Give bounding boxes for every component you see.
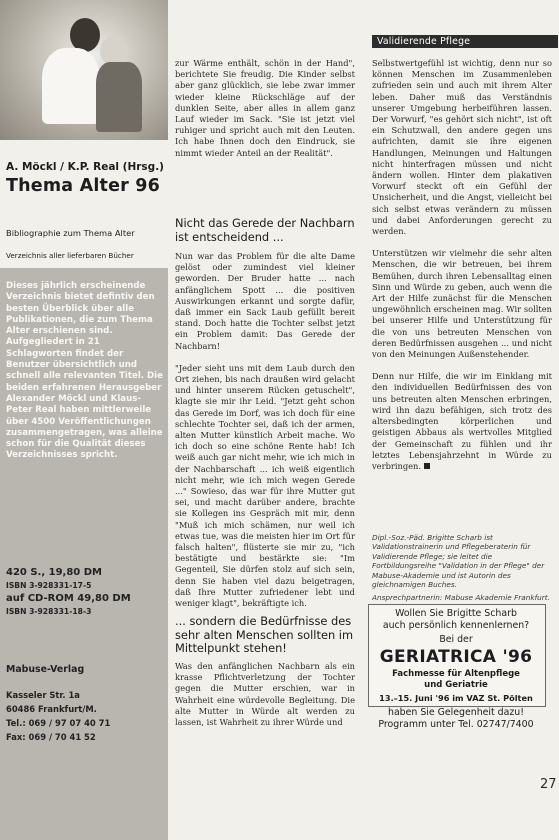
ad-cdrom-price: auf CD-ROM 49,80 DM — [6, 593, 131, 604]
event-question: Wollen Sie Brigitte Scharb — [395, 608, 517, 619]
ad-street: Kasseler Str. 1a — [6, 690, 80, 700]
paragraph: "Jeder sieht uns mit dem Laub durch den Ort ziehen, bis nach draußen wird gelacht und hinter unserem Rücken getuschelt", klagte sie mir ihr Leid. "Jetzt geht schon das Gerede im Dorf, was ich doch für eine schlechte Tochter sei, daß ich der armen, alten Mutter künstlich Arbeit mache. Wo ich doch so eine schöne Rente hab! Ich weiß auch gar nicht mehr, wie ich mich in der Nachbarschaft ... ich weiß eigentlich nicht mehr, wie ich mich wegen Gerede ..." Sowieso, das war für ihre Mutter gut sei, und macht darüber andere, brachte sie Kollegen ins Gespräch mit mir, denn "Muß ich mich schämen, nur weil ich etwas tue, was die meisten hier im Ort für falsch halten", flüsterte sie mir zu, "ich bestätigte und bestärkte sie: "Im Gegenteil, Sie dürfen stolz auf sich sein, denn Sie haben viel dazu beigetragen, daß Ihre Mutter zufriedener lebt und weniger klagt", bekräftigte ich. — [175, 362, 355, 609]
author-note — [372, 533, 552, 603]
advertisement-photo — [0, 0, 168, 140]
ad-title: Thema Alter 96 — [6, 176, 161, 196]
ad-description: Dieses jährlich erscheinende Verzeichnis bietet defintiv den besten Überblick über alle Publikationen, die zum Thema Alter erschienen sind. Aufgegliedert in 21 Schlagworten findet der Benutzer übersichtlich und schnell alle relevanten Titel. Die beiden erfahrenen Herausgeber Alexander Möckl und Klaus-Peter Real haben mittlerweile über 4500 Veröffentlichungen zusammengetragen, was alleine schon für die Qualität dieses Verzeichnisses spricht. — [6, 281, 163, 461]
paragraph — [372, 371, 552, 472]
contact-note: Ansprechpartnerin: Mabuse Akademie Frankfurt. — [372, 593, 550, 603]
paragraph: Was den anfänglichen Nachbarn als ein krasse Pflichtverletzung der Tochter gegen die Mutter erschien, war in Wahrheit eine würdevolle Begleitung. Die alte Mutter in Würde alt werden zu lassen, ist Wahrheit zu ihrer Würde und — [175, 661, 355, 728]
ad-phone: Tel.: 069 / 97 07 40 71 — [6, 718, 111, 728]
page-number: 27 — [540, 777, 557, 792]
article-section — [175, 251, 355, 609]
event-footer: haben Sie Gelegenheit dazu! — [388, 707, 524, 718]
event-question-2: auch persönlich kennenlernen? — [382, 620, 530, 631]
paragraph: zur Wärme enthält, schön in der Hand", berichtete Sie freudig. Die Kinder selbst aber ganz glücklich, sie lebe zwar immer wieder kleine Rückschläge auf der dunklen Seite, aber alles in allem ganz Lauf wieder im Sack. "Sie ist jetzt viel ruhiger und spricht auch mit den Leuten. Ich habe Ihnen doch den Eindruck, sie nimmt wieder Anteil an der Realität". — [175, 58, 355, 158]
author-bio: Dipl.-Soz.-Päd. Brigitte Scharb ist Validationstrainerin und Pflegeberaterin für Validierende Pflege; sie leitet die Fortbildungsreihe "Validation in der Pflege" der Mabuse-Akademie und ist Autorin des gleichnamigen Buches. — [372, 533, 545, 590]
closing-text: Denn nur Hilfe, die wir im Einklang mit den individuellen Bedürfnissen des von uns betreuten alten Menschen erbringen, wird ihn dazu befähigen, sich trotz des altersbedingten körperlichen und geistigen Abbaus als wertvolles Mitglied der Gemeinschaft zu fühlen und ihr letztes Lebensjahrzehnt in Würde zu verbringen. — [372, 371, 552, 471]
article-continuation — [372, 58, 552, 472]
article-section — [175, 661, 355, 728]
subheading: Nicht das Gerede der Nachbarn ist entscheidend ... — [175, 216, 355, 244]
ad-subtitle-2: Verzeichnis aller lieferbaren Bücher — [6, 251, 134, 260]
event-title: GERIATRICA '96 — [379, 647, 533, 667]
subheading: ... sondern die Bedürfnisse des sehr alten Menschen sollten im Mittelpunkt stehen! — [175, 614, 354, 655]
ad-fax: Fax: 069 / 70 41 52 — [6, 732, 96, 742]
event-subtitle-line: und Geriatrie — [424, 679, 488, 690]
ad-price: 420 S., 19,80 DM — [6, 567, 103, 578]
event-intro: Bei der — [439, 634, 473, 645]
section-label: Validierende Pflege — [377, 36, 471, 47]
event-subtitle-line: Fachmesse für Altenpflege — [392, 669, 520, 679]
end-mark-icon — [424, 463, 430, 469]
event-subtitle — [372, 669, 540, 690]
paragraph: Nun war das Problem für die alte Dame gelöst oder zumindest viel kleiner geworden. Der Bruder hatte ... nach anfänglichem Spott ... die positiven Auswirkungen erkannt und sorgte dafür, daß immer ein Sack Laub gefüllt bereit stand. Doch hatte die Tochter selbst jetzt ein Problem damit: Das Gerede der Nachbarn! — [175, 251, 355, 351]
paragraph: Selbstwertgefühl ist wichtig, denn nur so können Menschen im Zusammenleben zufrieden sein und auch mit ihrem Alter leben. Daher muß das Verständnis unserer Umgebung herbeiführen lassen. Der Vorwurf, "es gehört sich nicht", ist oft ein Schutzwall, den andere gegen uns aufrichten, damit sie ihre eigenen Handlungen, Meinungen und Haltungen nicht hinterfragen müssen und nicht ändern wollen. Hinter dem plakativen Vorwurf steckt oft ein Gefühl der Unsicherheit, und die Angst, vielleicht bei sich selbst etwas verändern zu müssen und dabei Anforderungen gerecht zu werden. — [372, 58, 552, 237]
ad-isbn: ISBN 3-928331-17-5 — [6, 581, 92, 590]
ad-publisher: Mabuse-Verlag — [6, 664, 85, 675]
ad-isbn-cdrom: ISBN 3-928331-18-3 — [6, 607, 92, 616]
event-contact: Programm unter Tel. 02747/7400 — [378, 719, 534, 730]
event-date: 13.–15. Juni '96 im VAZ St. Pölten — [379, 693, 533, 703]
ad-subtitle: Bibliographie zum Thema Alter — [6, 228, 135, 238]
article-intro — [175, 58, 355, 159]
ad-authors: A. Möckl / K.P. Real (Hrsg.) — [6, 161, 164, 173]
ad-address — [6, 688, 110, 744]
book-advertisement — [0, 0, 168, 840]
paragraph: Unterstützen wir vielmehr die sehr alten Menschen, die wir betreuen, bei ihrem Bemühen, durch ihren Lebensalltag einen Sinn und Würde zu geben, auch wenn die Art der Hilfe zunächst für die Menschen ungewöhnlich erscheinen mag. Wir sollten bei unserer Hilfe und Unterstützung für die von uns betreuten Menschen von deren Bedürfnissen ausgehen ... und nicht von den Meinungen Außenstehender. — [372, 248, 552, 360]
ad-city: 60486 Frankfurt/M. — [6, 704, 97, 714]
